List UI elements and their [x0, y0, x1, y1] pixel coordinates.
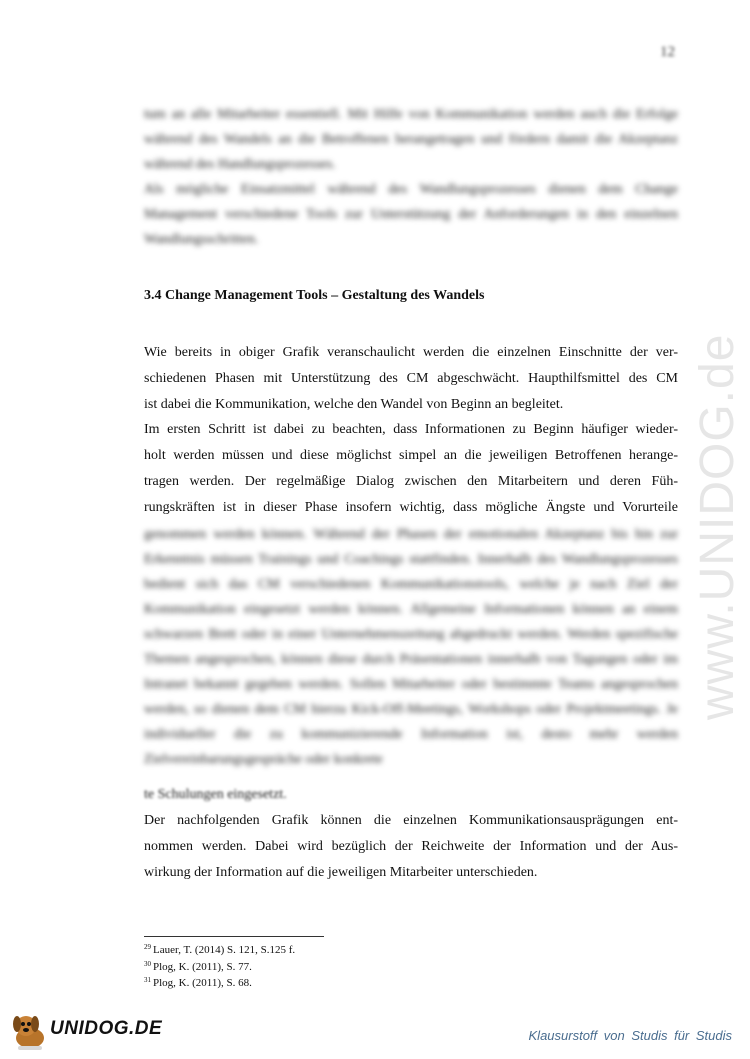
blurred-middle-paragraph: genommen werden können. Während der Phasen der emotionalen Akzeptanz bis hin zur Erkenntnis müssen Trainings und Coachings stattfinden. Innerhalb des Wandlungsprozesses bedient sich das CM verschiedenen Kommunikationstools, welche je nach Ziel der Kommunikation eingesetzt werden können. Allgemeine Informationen können an einem schwarzen Brett oder in einer Unternehmenszeitung abgedruckt werden. Werden spezifische Themen angesprochen, können diese durch Präsentationen innerhalb von Tagungen oder im Intranet bekannt gegeben werden. Sollen Mitarbeiter oder bestimmte Teams angesprochen werden, so dienen dem CM hierzu Kick-Off-Meetings, Workshops oder Projektmeetings. Je individueller die zu kommunizierende Information ist, desto mehr werden Zielvereinbarungsgespräche oder konkrete — [144, 527, 678, 767]
logo-text: UNIDOG.DE — [50, 1018, 163, 1039]
footnote-number: 31 — [144, 976, 151, 984]
paragraph-1-line: Im ersten Schritt ist dabei zu beachten, dass Informationen zu Beginn häufiger wieder- — [144, 422, 678, 438]
footnote-text: Plog, K. (2011), S. 77. — [153, 960, 252, 973]
paragraph-2-line: Der nachfolgenden Grafik können die einzelnen Kommunikationsausprägungen ent- — [144, 813, 678, 828]
paragraph-2-line: nommen werden. Dabei wird bezüglich der Reichweite der Information und der Aus- — [144, 838, 678, 854]
footnote-text: Plog, K. (2011), S. 68. — [153, 977, 252, 989]
footnote-text: Lauer, T. (2014) S. 121, S.125 f. — [153, 944, 296, 956]
blurred-intro-paragraph-1: tum an alle Mitarbeiter essentiell. Mit Hilfe von Kommunikation werden auch die Erfolge während des Wandels an die Betroffenen herangetragen und fördern damit die Akzeptanz während des Handlungsprozesses. — [144, 107, 678, 172]
paragraph-1-line: ist dabei die Kommunikation, welche den Wandel von Beginn an begleitet. — [144, 396, 564, 412]
page-number: 12 — [660, 44, 675, 60]
paragraph-1-line: tragen werden. Der regelmäßige Dialog zwischen den Mitarbeitern und deren Füh- — [144, 473, 678, 489]
paragraph-1-line: holt werden müssen und diese möglichst simpel an die jeweiligen Betroffenen herange- — [144, 448, 678, 464]
paragraph-1-line: schiedenen Phasen mit Unterstützung des CM abgeschwächt. Haupthilfsmittel des CM — [144, 370, 678, 386]
paragraph-2-line: wirkung der Information auf die jeweiligen Mitarbeiter unterschieden. — [144, 864, 538, 880]
footnote-31 — [144, 974, 295, 991]
blurred-intro-paragraph-2: Als mögliche Einsatzmittel während des Wandlungsprozesses dienen dem Change Management verschiedene Tools zur Unterstützung der Anforderungen in den einzelnen Wandlungsschritten. — [144, 182, 678, 247]
dog-mascot-icon — [8, 1012, 52, 1052]
footnote-number: 29 — [144, 943, 151, 951]
partially-visible-line: te Schulungen eingesetzt. — [144, 787, 287, 802]
footnote-number: 30 — [144, 959, 151, 968]
footnote-30 — [144, 958, 295, 975]
footnotes — [144, 941, 295, 991]
section-heading: 3.4 Change Management Tools – Gestaltung des Wandels — [144, 288, 485, 303]
unidog-logo — [8, 1012, 168, 1052]
paragraph-1-line: Wie bereits in obiger Grafik veranschaulicht werden die einzelnen Einschnitte der ver- — [144, 345, 678, 360]
paragraph-1-line: rungskräften ist in dieser Phase insofern wichtig, dass mögliche Ängste und Vorurteile — [144, 499, 678, 515]
watermark-text: www.UNIDOG.de — [691, 333, 744, 720]
footer-tagline: Klausurstoff von Studis für Studis — [528, 1028, 732, 1043]
footnote-29 — [144, 941, 295, 958]
paragraph-2 — [144, 808, 678, 885]
paragraph-1 — [144, 340, 678, 521]
footnote-divider — [144, 936, 324, 937]
